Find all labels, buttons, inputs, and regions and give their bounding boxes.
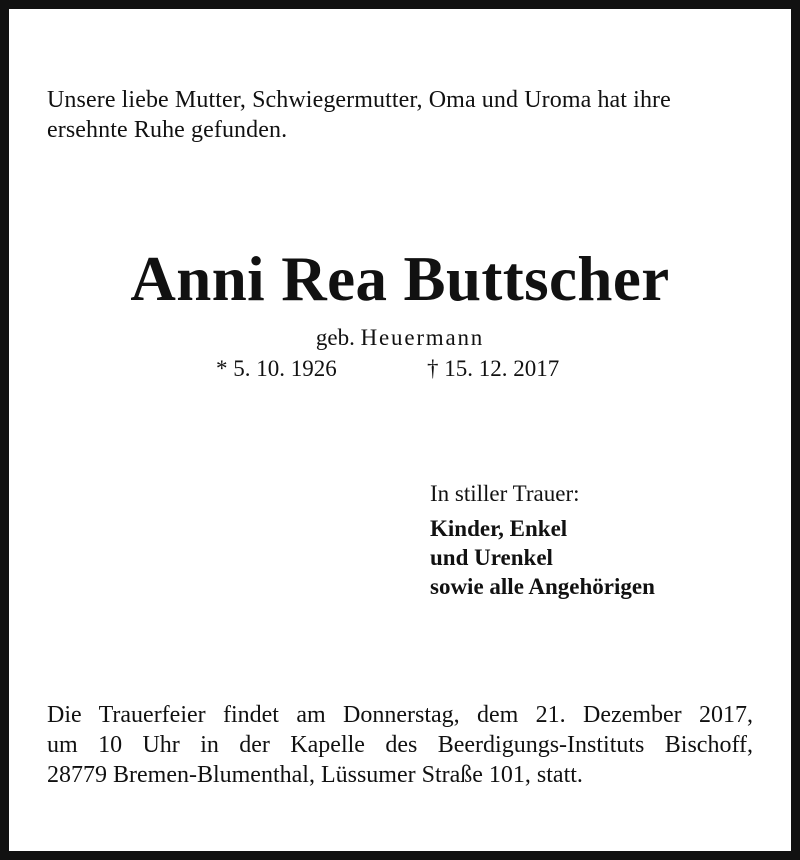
maiden-surname: Heuermann xyxy=(360,325,485,350)
life-dates xyxy=(0,354,800,384)
birth-date: * 5. 10. 1926 xyxy=(216,356,337,381)
mourning-block xyxy=(430,479,760,601)
mourner-line: und Urenkel xyxy=(430,545,553,570)
funeral-line-3: 28779 Bremen-Blumenthal, Lüssumer Straße 101, statt. xyxy=(47,762,583,788)
intro-text xyxy=(47,85,759,145)
maiden-prefix: geb. xyxy=(315,325,355,350)
intro-line-1: Unsere liebe Mutter, Schwiegermutter, Oma und Uroma hat ihre xyxy=(47,87,671,113)
death-date: † 15. 12. 2017 xyxy=(427,356,560,381)
deceased-name: Anni Rea Buttscher xyxy=(130,244,670,314)
funeral-notice xyxy=(47,700,753,790)
mourner-line: Kinder, Enkel xyxy=(430,516,568,541)
mourner-line: sowie alle Angehörigen xyxy=(430,574,655,599)
intro-line-2: ersehnte Ruhe gefunden. xyxy=(47,117,288,143)
mourning-intro: In stiller Trauer: xyxy=(430,481,580,506)
funeral-line-2: um 10 Uhr in der Kapelle des Beerdigungs-Instituts Bischoff, xyxy=(47,732,753,758)
mourners-list xyxy=(430,514,760,601)
maiden-name-line xyxy=(0,323,800,353)
funeral-line-1: Die Trauerfeier findet am Donnerstag, dem 21. Dezember 2017, xyxy=(47,702,753,728)
